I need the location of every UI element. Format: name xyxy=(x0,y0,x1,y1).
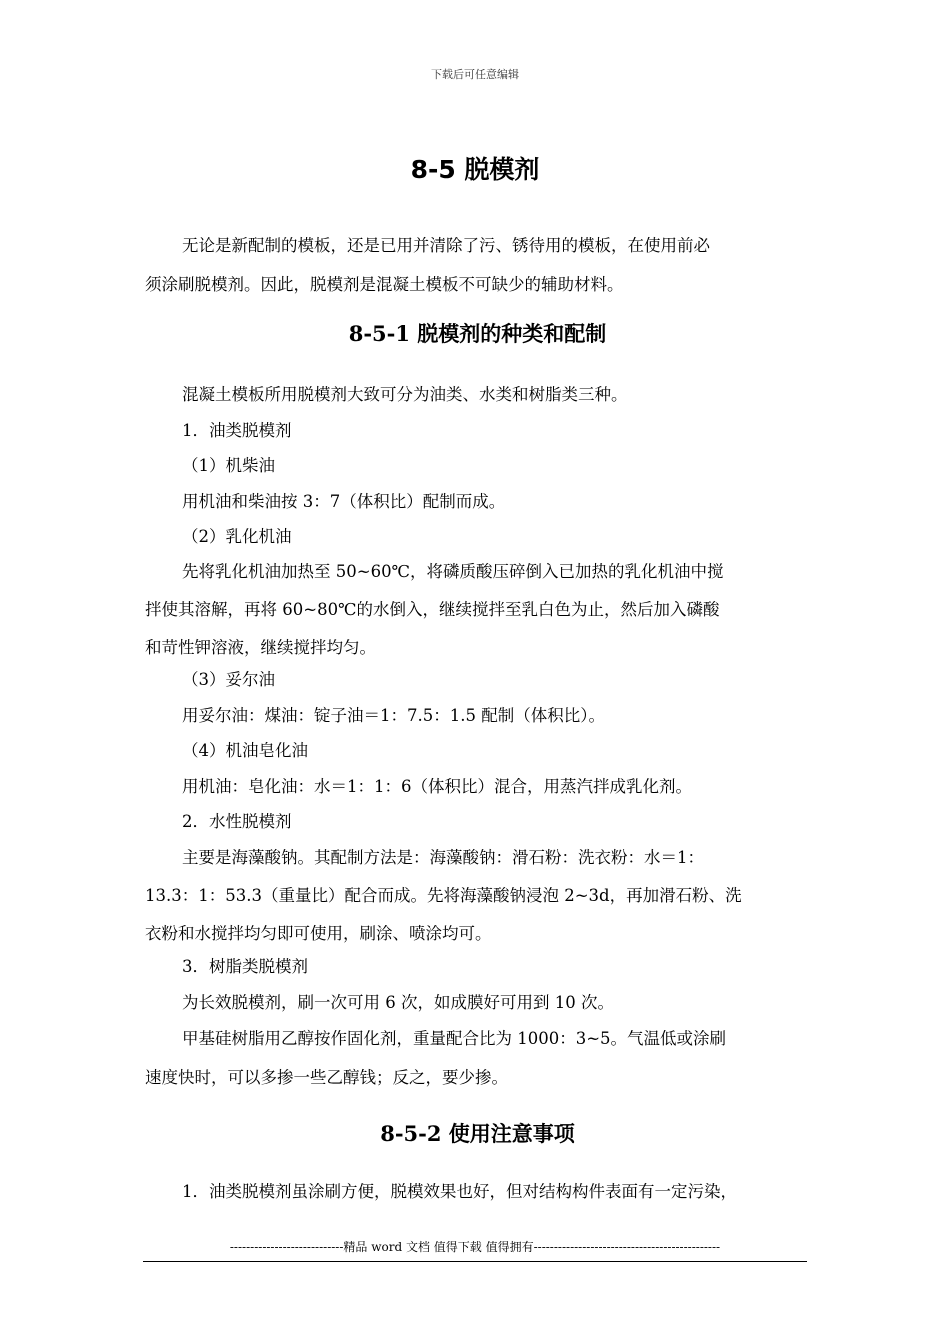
section-2 xyxy=(145,1118,810,1148)
emulsion-paragraph xyxy=(145,553,810,667)
body-line: 用机油和柴油按 3：7（体积比）配制而成。 xyxy=(182,491,506,511)
water-line-2: 13.3：1：53.3（重量比）配合而成。先将海藻酸钠浸泡 2~3d，再加滑石粉、洗 xyxy=(145,886,742,905)
intro-paragraph xyxy=(145,226,810,304)
section-2-line-1: 1．油类脱模剂虽涂刷方便，脱模效果也好，但对结构构件表面有一定污染， xyxy=(182,1182,737,1201)
emulsion-line-2: 拌使其溶解，再将 60~80℃的水倒入，继续搅拌至乳白色为止，然后加入磷酸 xyxy=(145,600,720,619)
footer-text: ----------------------------精品 word 文档 值得下载 值得拥有---------------------------------------------- xyxy=(229,1240,721,1254)
body-line: （2）乳化机油 xyxy=(182,527,292,546)
page-title: 8-5 脱模剂 xyxy=(410,155,540,184)
section-1 xyxy=(145,318,810,348)
body-line: 用妥尔油：煤油：锭子油＝1：7.5：1.5 配制（体积比）。 xyxy=(182,705,605,725)
section-2-heading: 8-5-2 使用注意事项 xyxy=(380,1121,575,1146)
body-line: 混凝土模板所用脱模剂大致可分为油类、水类和树脂类三种。 xyxy=(182,385,628,404)
body-line: 3．树脂类脱模剂 xyxy=(182,957,308,976)
section-1-body-3 xyxy=(145,949,810,1020)
intro-line-2: 须涂刷脱模剂。因此，脱模剂是混凝土模板不可缺少的辅助材料。 xyxy=(145,275,624,294)
body-line: （3）妥尔油 xyxy=(182,670,275,689)
header-note: 下载后可任意编辑 xyxy=(431,68,519,81)
body-line: 2．水性脱模剂 xyxy=(182,812,292,831)
section-1-body-2 xyxy=(145,662,810,840)
resin-paragraph xyxy=(145,1019,810,1097)
resin-line-2: 速度快时，可以多掺一些乙醇钱；反之，要少掺。 xyxy=(145,1068,508,1087)
section-1-body xyxy=(145,377,810,555)
intro-line-1: 无论是新配制的模板，还是已用并清除了污、锈待用的模板，在使用前必 xyxy=(182,236,710,255)
body-line: 1．油类脱模剂 xyxy=(182,420,292,440)
resin-line-1: 甲基硅树脂用乙醇按作固化剂，重量配合比为 1000：3~5。气温低或涂刷 xyxy=(182,1029,727,1048)
emulsion-line-1: 先将乳化机油加热至 50~60℃，将磷质酸压碎倒入已加热的乳化机油中搅 xyxy=(182,562,724,581)
body-line: 用机油：皂化油：水＝1：1：6（体积比）混合，用蒸汽拌成乳化剂。 xyxy=(182,776,692,796)
section-2-body xyxy=(145,1174,810,1210)
body-line: 为长效脱模剂，刷一次可用 6 次，如成膜好可用到 10 次。 xyxy=(182,992,614,1012)
water-line-3: 衣粉和水搅拌均匀即可使用，刷涂、喷涂均可。 xyxy=(145,924,492,943)
emulsion-line-3: 和苛性钾溶液，继续搅拌均匀。 xyxy=(145,638,376,657)
body-line: （4）机油皂化油 xyxy=(182,741,308,760)
body-line: （1）机柴油 xyxy=(182,456,275,475)
water-paragraph xyxy=(145,839,810,953)
water-line-1: 主要是海藻酸钠。其配制方法是：海藻酸钠：滑石粉：洗衣粉：水＝1： xyxy=(182,848,704,867)
footer-rule xyxy=(143,1261,807,1262)
section-1-heading: 8-5-1 脱模剂的种类和配制 xyxy=(348,321,607,346)
